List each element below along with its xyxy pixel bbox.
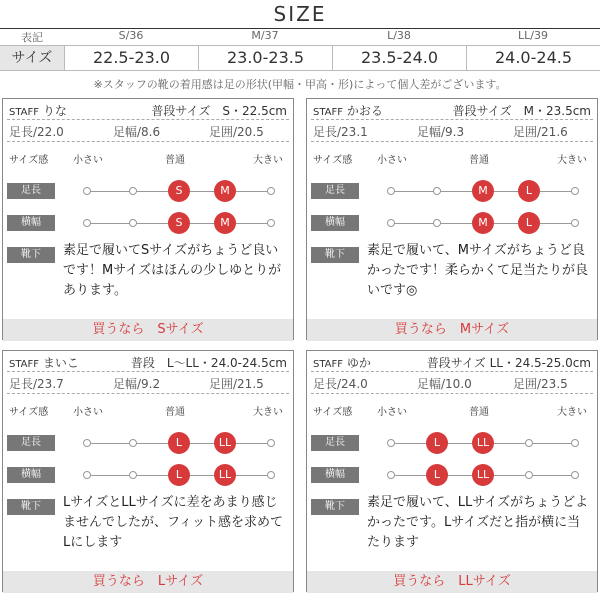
length-size-badge: L: [168, 432, 190, 454]
width-scale-dot: [571, 219, 579, 227]
scale-large-label: 大きい: [557, 407, 587, 418]
length-scale-dot: [387, 439, 395, 447]
socks-row-label: 靴下: [7, 247, 55, 263]
staff-comment: 素足で履いて、Mサイズがちょうど良かったです！柔らかくて足当たりが良いです◎: [367, 243, 589, 298]
size-row-label: サイズ: [0, 45, 64, 71]
width-scale-dot: [129, 219, 137, 227]
foot-length: 足長/23.7: [9, 377, 64, 391]
length-size-badge: M: [472, 180, 494, 202]
usual-size: 普段 L〜LL・24.0-24.5cm: [130, 356, 287, 370]
foot-width: 足幅/9.3: [417, 125, 465, 139]
size-label: M/37: [251, 29, 279, 42]
width-scale-dot: [267, 471, 275, 479]
socks-row-label: 靴下: [7, 499, 55, 515]
width-size-badge: L: [168, 464, 190, 486]
staff-card: [2, 98, 294, 340]
size-range: 23.5-24.0: [332, 45, 466, 71]
length-scale-dot: [129, 187, 137, 195]
width-size-badge: M: [472, 212, 494, 234]
size-range: 24.0-24.5: [466, 45, 600, 71]
page-title: SIZE: [273, 2, 327, 26]
length-row-label: 足長: [7, 183, 55, 199]
length-scale-dot: [129, 439, 137, 447]
dashed-divider: [311, 393, 593, 394]
width-scale-dot: [83, 219, 91, 227]
foot-measurements: [307, 120, 597, 140]
staff-card: [306, 98, 598, 340]
size-feel-label: サイズ感: [9, 407, 49, 418]
staff-name: かおる: [346, 104, 383, 118]
dashed-divider: [7, 141, 289, 142]
dashed-divider: [7, 393, 289, 394]
width-scale-dot: [571, 471, 579, 479]
length-scale-dot: [387, 187, 395, 195]
staff-name: まいこ: [42, 356, 79, 370]
width-size-badge: L: [426, 464, 448, 486]
size-label: S/36: [118, 29, 144, 42]
usual-size: 普段サイズ LL・24.5-25.0cm: [426, 356, 591, 370]
width-scale-dot: [83, 471, 91, 479]
staff-name-line: [313, 354, 371, 371]
length-size-badge: M: [214, 180, 236, 202]
size-feel-label: サイズ感: [9, 155, 49, 166]
staff-comment: 素足で履いて、LLサイズがちょうどよかったです。Lサイズだと指が横に当たります: [367, 495, 589, 550]
buy-recommendation: 買うなら Lサイズ: [3, 571, 293, 593]
length-scale-dot: [571, 439, 579, 447]
length-size-badge: LL: [472, 432, 494, 454]
staff-name: ゆか: [346, 356, 371, 370]
size-feel-label: サイズ感: [313, 155, 353, 166]
staff-header: [3, 351, 293, 371]
scale-small-label: 小さい: [377, 155, 407, 166]
width-scale-dot: [525, 471, 533, 479]
socks-row-label: 靴下: [311, 499, 359, 515]
foot-length: 足長/22.0: [9, 125, 64, 139]
buy-recommendation: 買うなら Sサイズ: [3, 319, 293, 341]
staff-name-line: [9, 102, 67, 119]
foot-girth: 足囲/21.6: [513, 125, 568, 139]
staff-header: [307, 99, 597, 119]
length-scale-dot: [267, 439, 275, 447]
staff-name-line: [313, 102, 383, 119]
fit-note: ※スタッフの靴の着用感は足の形状(甲幅・甲高・形)によって個人差がございます。: [93, 78, 507, 91]
size-label: L/38: [387, 29, 411, 42]
foot-measurements: [307, 372, 597, 392]
size-table-row: [0, 45, 600, 71]
width-size-badge: S: [168, 212, 190, 234]
foot-measurements: [3, 372, 293, 392]
staff-tag: STAFF: [9, 107, 40, 118]
width-row-label: 横幅: [311, 467, 359, 483]
size-range: 23.0-23.5: [198, 45, 332, 71]
foot-measurements: [3, 120, 293, 140]
usual-size: 普段サイズ M・23.5cm: [452, 104, 591, 118]
foot-girth: 足囲/20.5: [209, 125, 264, 139]
scale-large-label: 大きい: [253, 407, 283, 418]
width-size-badge: L: [518, 212, 540, 234]
scale-header: [3, 151, 293, 165]
scale-normal-label: 普通: [469, 155, 489, 166]
length-size-badge: LL: [214, 432, 236, 454]
foot-width: 足幅/8.6: [113, 125, 161, 139]
buy-recommendation: 買うなら Mサイズ: [307, 319, 597, 341]
width-scale-dot: [387, 219, 395, 227]
length-row-label: 足長: [311, 435, 359, 451]
width-size-badge: M: [214, 212, 236, 234]
scale-small-label: 小さい: [377, 407, 407, 418]
scale-large-label: 大きい: [557, 155, 587, 166]
staff-card: [306, 350, 598, 592]
scale-normal-label: 普通: [469, 407, 489, 418]
length-size-badge: L: [426, 432, 448, 454]
scale-large-label: 大きい: [253, 155, 283, 166]
staff-tag: STAFF: [313, 359, 344, 370]
width-row-label: 横幅: [7, 467, 55, 483]
size-range: 22.5-23.0: [64, 45, 198, 71]
staff-comment: 素足で履いてSサイズがちょうど良いです！Mサイズはほんの少しゆとりがあります。: [63, 243, 282, 298]
length-row-label: 足長: [7, 435, 55, 451]
width-row-label: 横幅: [7, 215, 55, 231]
foot-width: 足幅/9.2: [113, 377, 161, 391]
width-row-label: 横幅: [311, 215, 359, 231]
foot-girth: 足囲/21.5: [209, 377, 264, 391]
scale-header: [3, 403, 293, 417]
buy-recommendation: 買うなら LLサイズ: [307, 571, 597, 593]
width-scale-dot: [387, 471, 395, 479]
size-label: LL/39: [518, 29, 548, 42]
size-feel-label: サイズ感: [313, 407, 353, 418]
width-scale-dot: [129, 471, 137, 479]
length-scale-dot: [83, 187, 91, 195]
staff-comment: LサイズとLLサイズに差をあまり感じませんでしたが、フィット感を求めてLにします: [63, 495, 283, 550]
staff-header: [3, 99, 293, 119]
length-size-badge: S: [168, 180, 190, 202]
staff-header: [307, 351, 597, 371]
usual-size: 普段サイズ S・22.5cm: [151, 104, 287, 118]
width-scale-dot: [433, 219, 441, 227]
length-row-label: 足長: [311, 183, 359, 199]
width-scale-dot: [267, 219, 275, 227]
foot-girth: 足囲/23.5: [513, 377, 568, 391]
width-size-badge: LL: [472, 464, 494, 486]
length-scale-dot: [433, 187, 441, 195]
staff-card: [2, 350, 294, 592]
socks-row-label: 靴下: [311, 247, 359, 263]
staff-tag: STAFF: [9, 359, 40, 370]
length-scale-dot: [571, 187, 579, 195]
size-table-header-label: 表記: [21, 31, 43, 44]
length-size-badge: L: [518, 180, 540, 202]
length-scale-dot: [525, 439, 533, 447]
length-scale-dot: [83, 439, 91, 447]
staff-name: りな: [42, 104, 67, 118]
scale-header: [307, 151, 597, 165]
foot-width: 足幅/10.0: [417, 377, 472, 391]
scale-normal-label: 普通: [165, 407, 185, 418]
staff-name-line: [9, 354, 79, 371]
foot-length: 足長/23.1: [313, 125, 368, 139]
foot-length: 足長/24.0: [313, 377, 368, 391]
scale-header: [307, 403, 597, 417]
width-size-badge: LL: [214, 464, 236, 486]
scale-small-label: 小さい: [73, 155, 103, 166]
scale-small-label: 小さい: [73, 407, 103, 418]
size-table-header: [0, 28, 600, 44]
length-scale-dot: [267, 187, 275, 195]
staff-tag: STAFF: [313, 107, 344, 118]
dashed-divider: [311, 141, 593, 142]
scale-normal-label: 普通: [165, 155, 185, 166]
